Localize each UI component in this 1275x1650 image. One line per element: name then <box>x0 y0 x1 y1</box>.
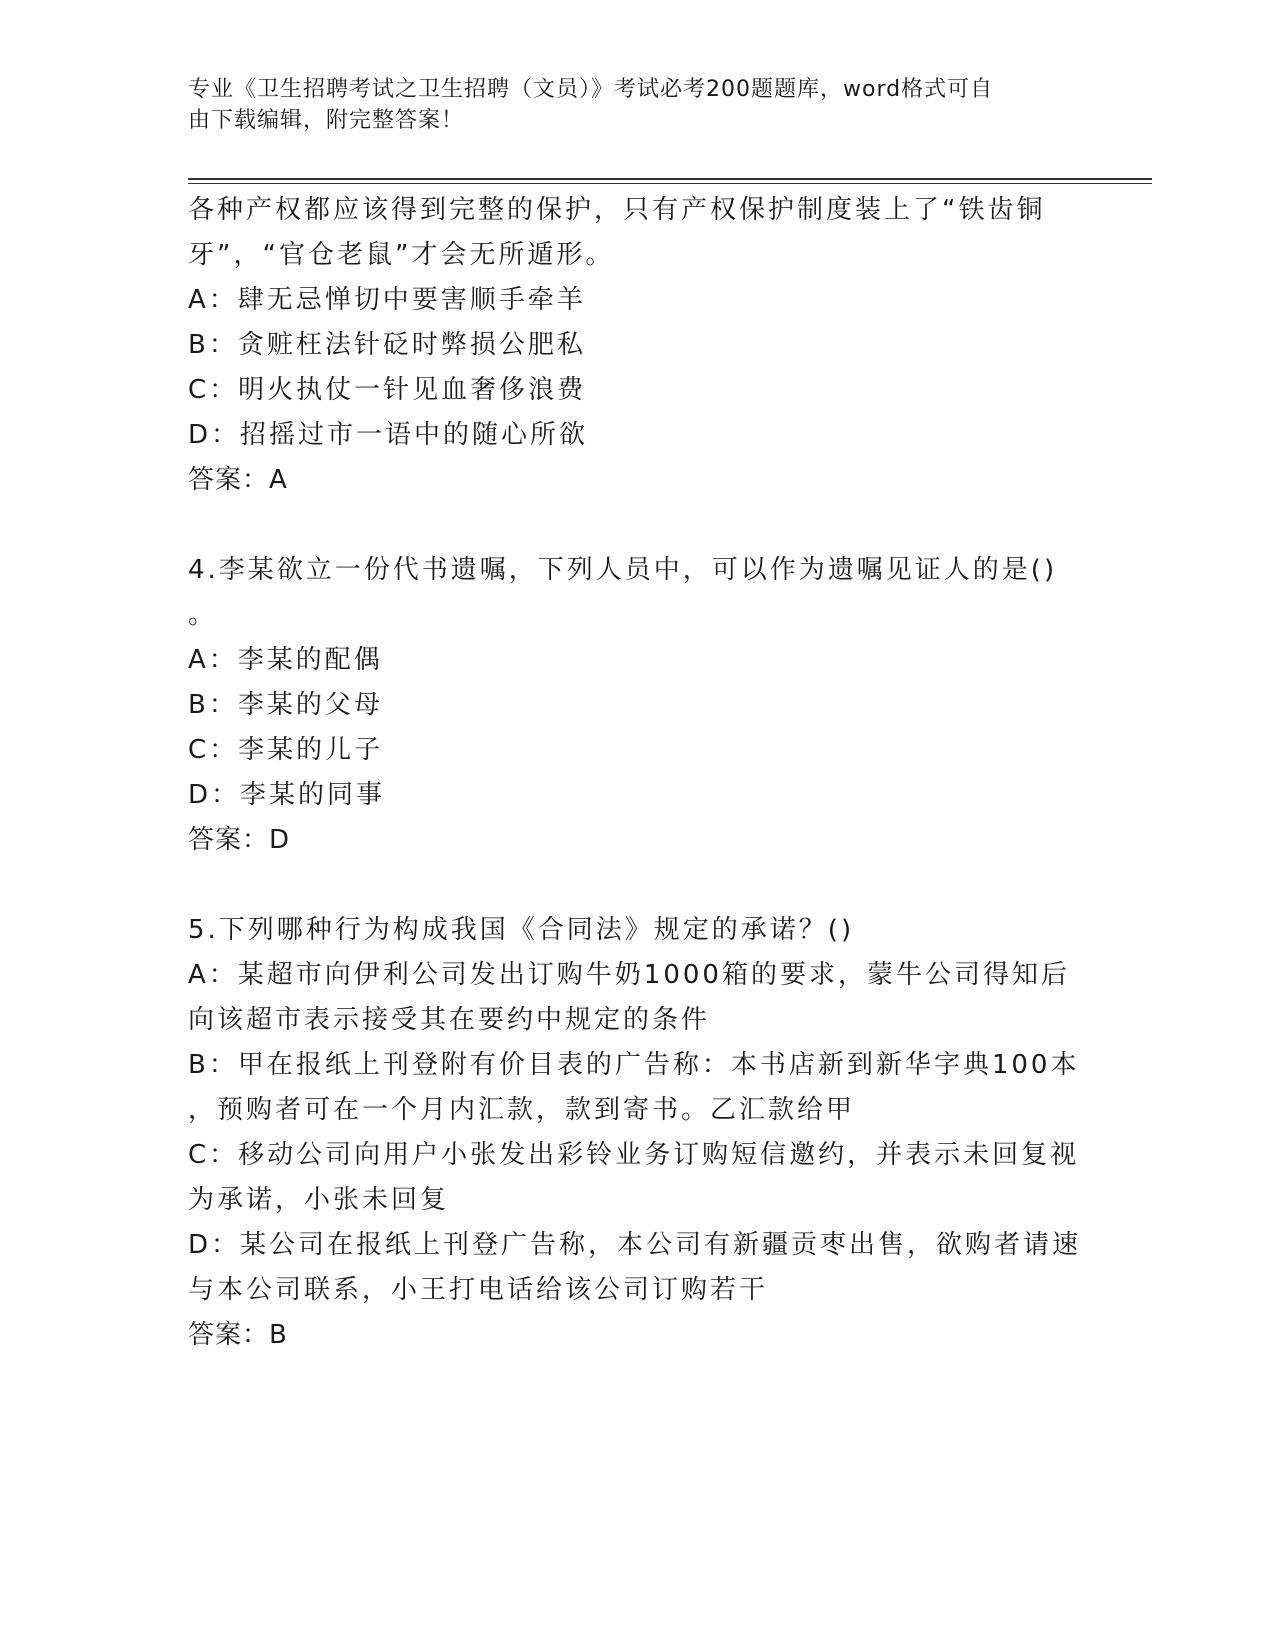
question-stem-line: 5.下列哪种行为构成我国《合同法》规定的承诺？() <box>188 915 855 945</box>
answer-label: 答案：D <box>188 825 291 855</box>
question-5 <box>188 908 1088 1358</box>
spacer <box>188 863 1088 908</box>
option-a: A：某超市向伊利公司发出订购牛奶1000箱的要求，蒙牛公司得知后 <box>188 960 1070 990</box>
option-a: A：李某的配偶 <box>188 645 383 675</box>
option-c: C：移动公司向用户小张发出彩铃业务订购短信邀约，并表示未回复视 <box>188 1140 1080 1170</box>
header-divider-thick <box>188 178 1152 180</box>
document-header <box>188 74 1068 136</box>
option-b: B：甲在报纸上刊登附有价目表的广告称：本书店新到新华字典100本 <box>188 1050 1080 1080</box>
option-c: C：李某的儿子 <box>188 735 384 765</box>
question-stem-line: 。 <box>188 600 218 630</box>
question-stem-line: 4.李某欲立一份代书遗嘱，下列人员中，可以作为遗嘱见证人的是() <box>188 555 1058 585</box>
option-a: A：肆无忌惮切中要害顺手牵羊 <box>188 285 586 315</box>
option-b: B：李某的父母 <box>188 690 383 720</box>
header-divider-thin <box>188 183 1152 184</box>
option-d-continued: 与本公司联系，小王打电话给该公司订购若干 <box>188 1275 769 1305</box>
header-line-2: 由下载编辑，附完整答案！ <box>188 108 465 133</box>
header-line-1: 专业《卫生招聘考试之卫生招聘（文员）》考试必考200题题库，word格式可自 <box>188 77 994 102</box>
spacer <box>188 503 1088 548</box>
option-b: B：贪赃枉法针砭时弊损公肥私 <box>188 330 586 360</box>
answer-label: 答案：A <box>188 465 288 495</box>
option-d: D：李某的同事 <box>188 780 386 810</box>
document-body <box>188 188 1088 1358</box>
answer-label: 答案：B <box>188 1320 288 1350</box>
option-b-continued: ，预购者可在一个月内汇款，款到寄书。乙汇款给甲 <box>188 1095 856 1125</box>
option-c-continued: 为承诺，小张未回复 <box>188 1185 450 1215</box>
question-stem-line: 各种产权都应该得到完整的保护，只有产权保护制度装上了“铁齿铜 <box>188 195 1046 225</box>
option-c: C：明火执仗一针见血奢侈浪费 <box>188 375 587 405</box>
option-a-continued: 向该超市表示接受其在要约中规定的条件 <box>188 1005 711 1035</box>
option-d: D：招摇过市一语中的随心所欲 <box>188 420 589 450</box>
question-4 <box>188 548 1088 863</box>
question-3 <box>188 188 1088 503</box>
option-d: D：某公司在报纸上刊登广告称，本公司有新疆贡枣出售，欲购者请速 <box>188 1230 1082 1260</box>
question-stem-line: 牙”，“官仓老鼠”才会无所遁形。 <box>188 240 615 270</box>
